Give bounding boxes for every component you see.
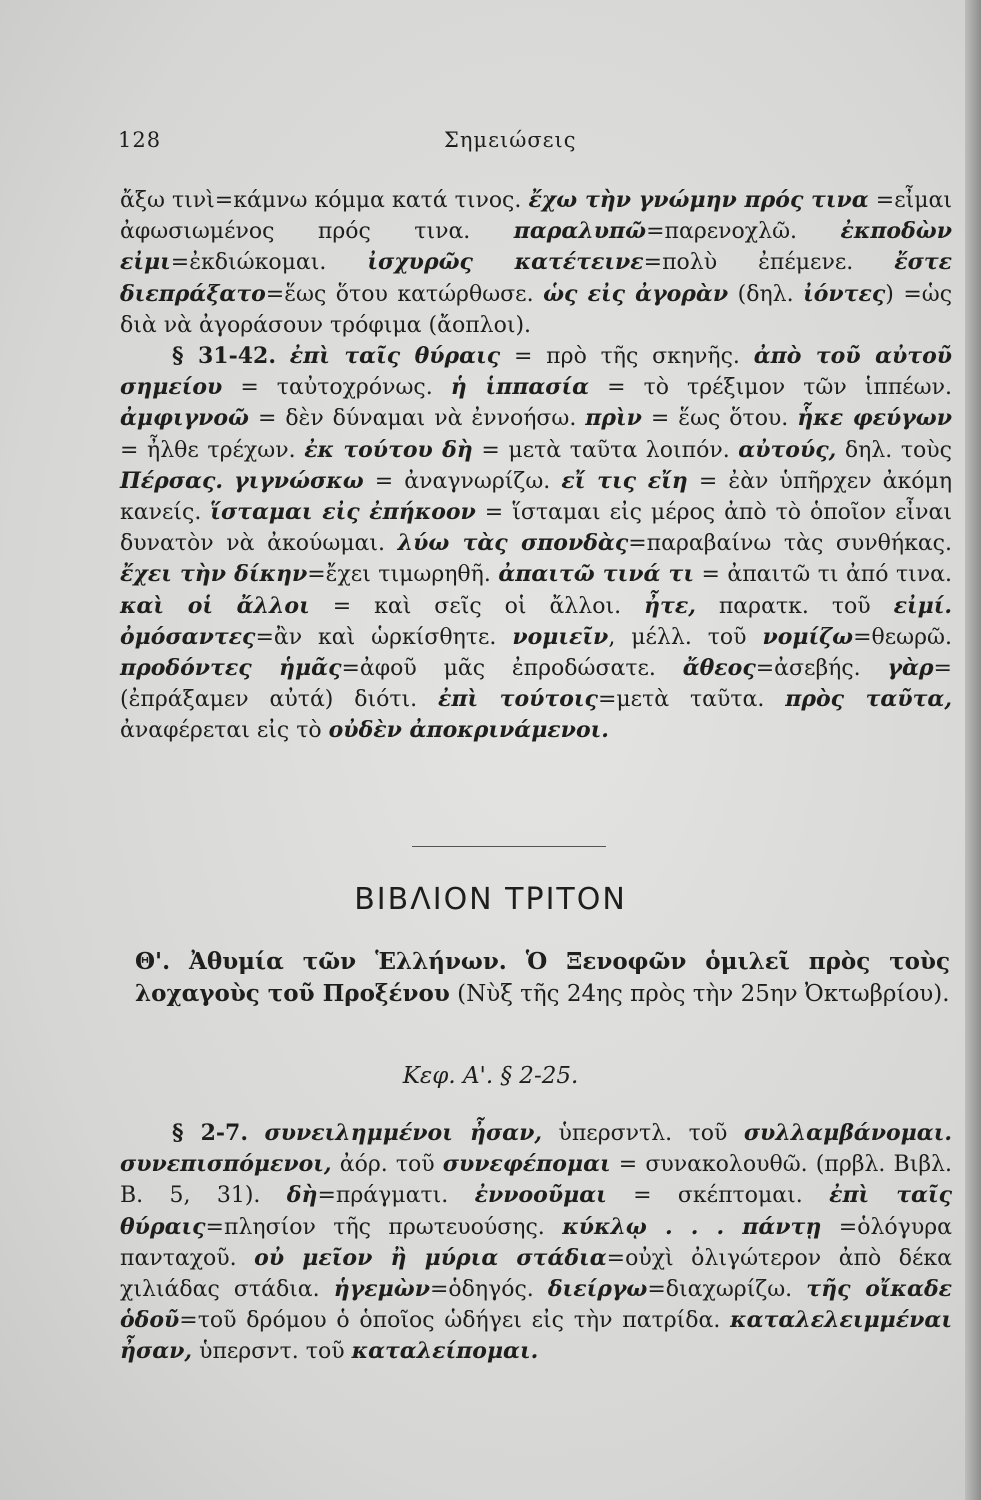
section-marker: § 31-42. [172, 343, 276, 370]
notes-section-1 [120, 185, 952, 747]
notes-section-2 [120, 1118, 952, 1368]
book-title: ΒΙΒΛΙΟΝ ΤΡΙΤΟΝ [354, 882, 627, 917]
page-number: 128 [118, 128, 162, 152]
chapter-reference: Κεφ. Α'. § 2-25. [402, 1063, 579, 1089]
page-header [118, 128, 981, 168]
section-marker: § 2-7. [172, 1120, 249, 1146]
page-binding-edge [965, 0, 981, 1500]
note-paragraph-1: ἄξω τινὶ=κάμνω κόμμα κατά τινος. ἔχω τὴν γνώμην πρός τινα =εἶμαι ἀφωσιωμένος πρός τινα. παραλυπῶ=παρενοχλῶ. ἐκποδὼν εἰμι=ἐκδιώκομαι. ἰσχυρῶς κατέτεινε=πολὺ ἐπέμενε. ἔστε διεπράξατο=ἕως ὅτου κατώρθωσε. ὡς εἰς ἀγορὰν (δηλ. ἰόντες) =ὡς διὰ νὰ ἀγοράσουν τρόφιμα (ἄοπλοι). [120, 187, 953, 338]
note-paragraph-3: § 2-7. συνειλημμένοι ἦσαν, ὑπερσντλ. τοῦ συλλαμβάνομαι. συνεπισπόμενοι, ἀόρ. τοῦ συνεφέπομαι = συνακολουθῶ. (πρβλ. Βιβλ. Β. 5, 31). δὴ=πράγματι. ἐννοοῦμαι = σκέπτομαι. ἐπὶ ταῖς θύραις=πλησίον τῆς πρωτευούσης. κύκλῳ . . . πάντῃ =ὁλόγυρα πανταχοῦ. οὐ μεῖον ἢ μύρια στάδια=οὐχὶ ὀλιγώτερον ἀπὸ δέκα χιλιάδας στάδια. ἡγεμὼν=ὁδηγός. διείργω=διαχωρίζω. τῆς οἴκαδε ὁδοῦ=τοῦ δρόμου ὁ ὁποῖος ὡδήγει εἰς τὴν πατρίδα. καταλελειμμέναι ἦσαν, ὑπερσντ. τοῦ καταλείπομαι. [120, 1120, 953, 1365]
chapter-heading [135, 946, 950, 1010]
section-divider [412, 846, 606, 847]
running-head: Σημειώσεις [444, 128, 577, 152]
chapter-heading-date: (Νὺξ τῆς 24ης πρὸς τὴν 25ην Ὀκτωβρίου). [449, 981, 950, 1007]
chapter-heading-title: Θ'. Ἀθυμία τῶν Ἑλλήνων. Ὁ Ξενοφῶν ὁμιλεῖ πρὸς τοὺς λοχαγοὺς τοῦ Προξένου [135, 948, 950, 1007]
note-paragraph-2: § 31-42. ἐπὶ ταῖς θύραις = πρὸ τῆς σκηνῆς. ἀπὸ τοῦ αὐτοῦ σημείου = ταὐτοχρόνως. ἡ ἱππασία = τὸ τρέξιμον τῶν ἱππέων. ἀμφιγνοῶ = δὲν δύναμαι νὰ ἐννοήσω. πρὶν = ἕως ὅτου. ἧκε φεύγων = ἦλθε τρέχων. ἐκ τούτου δὴ = μετὰ ταῦτα λοιπόν. αὐτούς, δηλ. τοὺς Πέρσας. γιγνώσκω = ἀναγνωρίζω. εἴ τις εἴη = ἐὰν ὑπῆρχεν ἀκόμη κανείς. ἵσταμαι εἰς ἐπήκοον = ἵσταμαι εἰς μέρος ἀπὸ τὸ ὁποῖον εἶναι δυνατὸν νὰ ἀκούωμαι. λύω τὰς σπονδὰς=παραβαίνω τὰς συνθήκας. ἔχει τὴν δίκην=ἔχει τιμωρηθῆ. ἀπαιτῶ τινά τι = ἀπαιτῶ τι ἀπό τινα. καὶ οἱ ἄλλοι = καὶ σεῖς οἱ ἄλλοι. ἦτε, παρατκ. τοῦ εἰμί. ὀμόσαντες=ἂν καὶ ὡρκίσθητε. νομιεῖν, μέλλ. τοῦ νομίζω=θεωρῶ. προδόντες ἡμᾶς=ἀφοῦ μᾶς ἐπροδώσατε. ἄθεος=ἀσεβής. γὰρ=(ἐπράξαμεν αὐτά) διότι. ἐπὶ τούτοις=μετὰ ταῦτα. πρὸς ταῦτα, ἀναφέρεται εἰς τὸ οὐδὲν ἀποκρινάμενοι. [120, 343, 953, 744]
